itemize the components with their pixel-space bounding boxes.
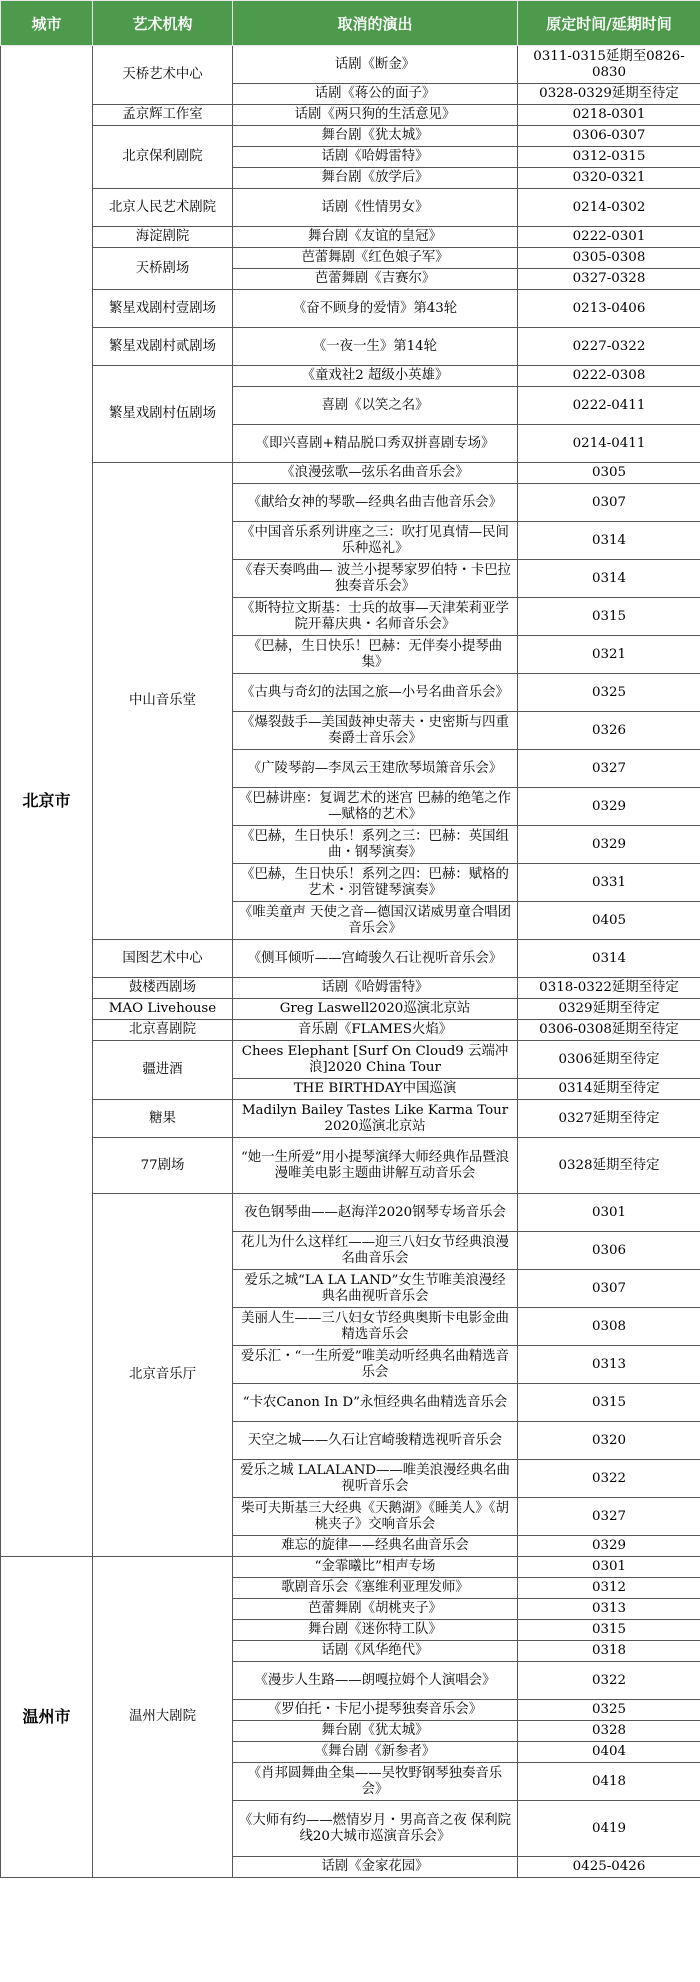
time-cell: 0327-0328	[518, 269, 700, 290]
table-row	[1, 227, 700, 248]
table-row	[1, 290, 700, 328]
header-row	[1, 1, 700, 46]
time-cell: 0327延期至待定	[518, 1100, 700, 1138]
organization-cell: MAO Livehouse	[93, 999, 233, 1020]
time-cell: 0306-0308延期至待定	[518, 1020, 700, 1041]
table-row	[1, 46, 700, 84]
show-cell: 《肖邦圆舞曲全集——吴牧野钢琴独奏音乐会》	[233, 1763, 518, 1801]
city-cell: 北京市	[1, 46, 93, 1557]
show-cell: 《漫步人生路——朗嘎拉姆个人演唱会》	[233, 1662, 518, 1700]
show-cell: 《巴赫，生日快乐！系列之四：巴赫：赋格的艺术・羽管键琴演奏》	[233, 864, 518, 902]
time-cell: 0301	[518, 1194, 700, 1232]
time-cell: 0313	[518, 1599, 700, 1620]
show-cell: 话剧《金家花园》	[233, 1857, 518, 1878]
show-cell: 芭蕾舞剧《胡桃夹子》	[233, 1599, 518, 1620]
show-cell: 舞台剧《放学后》	[233, 168, 518, 189]
organization-cell: 繁星戏剧村伍剧场	[93, 366, 233, 463]
time-cell: 0307	[518, 1270, 700, 1308]
organization-cell: 繁星戏剧村壹剧场	[93, 290, 233, 328]
show-cell: 《奋不顾身的爱情》第43轮	[233, 290, 518, 328]
table-row	[1, 463, 700, 484]
time-cell: 0314	[518, 940, 700, 978]
time-cell: 0214-0302	[518, 189, 700, 227]
show-cell: “卡农Canon In D”永恒经典名曲精选音乐会	[233, 1384, 518, 1422]
show-cell: 《巴赫，生日快乐！巴赫：无伴奏小提琴曲集》	[233, 636, 518, 674]
table-row	[1, 1557, 700, 1578]
time-cell: 0308	[518, 1308, 700, 1346]
show-cell: “她一生所爱”用小提琴演绎大师经典作品暨浪漫唯美电影主题曲讲解互动音乐会	[233, 1138, 518, 1194]
time-cell: 0222-0308	[518, 366, 700, 387]
organization-cell: 国图艺术中心	[93, 940, 233, 978]
header-organization: 艺术机构	[93, 1, 233, 46]
show-cell: 《巴赫，生日快乐！系列之三：巴赫：英国组曲・钢琴演奏》	[233, 826, 518, 864]
show-cell: 话剧《哈姆雷特》	[233, 147, 518, 168]
show-cell: Greg Laswell2020巡演北京站	[233, 999, 518, 1020]
table-row	[1, 328, 700, 366]
time-cell: 0320	[518, 1422, 700, 1460]
time-cell: 0213-0406	[518, 290, 700, 328]
time-cell: 0305-0308	[518, 248, 700, 269]
show-cell: 《中国音乐系列讲座之三：吹打见真情—民间乐种巡礼》	[233, 522, 518, 560]
table-row	[1, 248, 700, 269]
time-cell: 0328-0329延期至待定	[518, 84, 700, 105]
time-cell: 0305	[518, 463, 700, 484]
show-cell: 舞台剧《友谊的皇冠》	[233, 227, 518, 248]
time-cell: 0222-0301	[518, 227, 700, 248]
show-cell: 《罗伯托・卡尼小提琴独奏音乐会》	[233, 1700, 518, 1721]
time-cell: 0214-0411	[518, 425, 700, 463]
organization-cell: 糖果	[93, 1100, 233, 1138]
show-cell: 舞台剧《犹太城》	[233, 1721, 518, 1742]
organization-cell: 77剧场	[93, 1138, 233, 1194]
organization-cell: 北京喜剧院	[93, 1020, 233, 1041]
time-cell: 0318-0322延期至待定	[518, 978, 700, 999]
header-city: 城市	[1, 1, 93, 46]
time-cell: 0329	[518, 826, 700, 864]
show-cell: 天空之城——久石让宫崎骏精选视听音乐会	[233, 1422, 518, 1460]
time-cell: 0331	[518, 864, 700, 902]
table-row	[1, 1194, 700, 1232]
time-cell: 0307	[518, 484, 700, 522]
show-cell: 《一夜一生》第14轮	[233, 328, 518, 366]
table-row	[1, 189, 700, 227]
table-body	[1, 46, 700, 1878]
show-cell: 《童戏社2 超级小英雄》	[233, 366, 518, 387]
table-row	[1, 126, 700, 147]
time-cell: 0329	[518, 1536, 700, 1557]
show-cell: 《古典与奇幻的法国之旅—小号名曲音乐会》	[233, 674, 518, 712]
time-cell: 0301	[518, 1557, 700, 1578]
organization-cell: 疆进酒	[93, 1041, 233, 1100]
time-cell: 0418	[518, 1763, 700, 1801]
time-cell: 0306-0307	[518, 126, 700, 147]
time-cell: 0315	[518, 598, 700, 636]
time-cell: 0312	[518, 1578, 700, 1599]
show-cell: 难忘的旋律——经典名曲音乐会	[233, 1536, 518, 1557]
show-cell: 舞台剧《犹太城》	[233, 126, 518, 147]
show-cell: 话剧《断金》	[233, 46, 518, 84]
show-cell: 《浪漫弦歌—弦乐名曲音乐会》	[233, 463, 518, 484]
time-cell: 0405	[518, 902, 700, 940]
city-cell: 温州市	[1, 1557, 93, 1878]
time-cell: 0328延期至待定	[518, 1138, 700, 1194]
table-row	[1, 366, 700, 387]
time-cell: 0218-0301	[518, 105, 700, 126]
time-cell: 0313	[518, 1346, 700, 1384]
table-row	[1, 999, 700, 1020]
time-cell: 0318	[518, 1641, 700, 1662]
time-cell: 0325	[518, 1700, 700, 1721]
table-row	[1, 105, 700, 126]
show-cell: 音乐剧《FLAMES火焰》	[233, 1020, 518, 1041]
organization-cell: 鼓楼西剧场	[93, 978, 233, 999]
show-cell: 《献给女神的琴歌—经典名曲吉他音乐会》	[233, 484, 518, 522]
show-cell: 《广陵琴韵—李凤云王建欣琴埙箫音乐会》	[233, 750, 518, 788]
organization-cell: 海淀剧院	[93, 227, 233, 248]
show-cell: 《巴赫讲座：复调艺术的迷宫 巴赫的绝笔之作—赋格的艺术》	[233, 788, 518, 826]
show-cell: 芭蕾舞剧《红色娘子军》	[233, 248, 518, 269]
show-cell: 《大师有约——燃情岁月・男高音之夜 保利院线20大城市巡演音乐会》	[233, 1801, 518, 1857]
show-cell: 花儿为什么这样红——迎三八妇女节经典浪漫名曲音乐会	[233, 1232, 518, 1270]
show-cell: 《斯特拉文斯基：士兵的故事—天津茱莉亚学院开幕庆典・名师音乐会》	[233, 598, 518, 636]
show-cell: 话剧《蒋公的面子》	[233, 84, 518, 105]
show-cell: 话剧《风华绝代》	[233, 1641, 518, 1662]
show-cell: 舞台剧《迷你特工队》	[233, 1620, 518, 1641]
organization-cell: 北京保利剧院	[93, 126, 233, 189]
table-row	[1, 940, 700, 978]
show-cell: 话剧《哈姆雷特》	[233, 978, 518, 999]
show-cell: 夜色钢琴曲——赵海洋2020钢琴专场音乐会	[233, 1194, 518, 1232]
header-time: 原定时间/延期时间	[518, 1, 700, 46]
organization-cell: 北京人民艺术剧院	[93, 189, 233, 227]
show-cell: 爱乐之城 LALALAND——唯美浪漫经典名曲视听音乐会	[233, 1460, 518, 1498]
time-cell: 0314延期至待定	[518, 1079, 700, 1100]
show-cell: 芭蕾舞剧《吉赛尔》	[233, 269, 518, 290]
organization-cell: 天桥艺术中心	[93, 46, 233, 105]
time-cell: 0326	[518, 712, 700, 750]
time-cell: 0404	[518, 1742, 700, 1763]
show-cell: 《春天奏鸣曲— 波兰小提琴家罗伯特・卡巴拉独奏音乐会》	[233, 560, 518, 598]
organization-cell: 中山音乐堂	[93, 463, 233, 940]
show-cell: 话剧《两只狗的生活意见》	[233, 105, 518, 126]
header-cancelled-show: 取消的演出	[233, 1, 518, 46]
show-cell: 《唯美童声 天使之音—德国汉诺威男童合唱团音乐会》	[233, 902, 518, 940]
time-cell: 0322	[518, 1460, 700, 1498]
time-cell: 0314	[518, 522, 700, 560]
time-cell: 0322	[518, 1662, 700, 1700]
show-cell: 《爆裂鼓手—美国鼓神史蒂夫・史密斯与四重奏爵士音乐会》	[233, 712, 518, 750]
organization-cell: 温州大剧院	[93, 1557, 233, 1878]
organization-cell: 天桥剧场	[93, 248, 233, 290]
time-cell: 0329	[518, 788, 700, 826]
time-cell: 0321	[518, 636, 700, 674]
table-row	[1, 1100, 700, 1138]
show-cell: 《即兴喜剧+精品脱口秀双拼喜剧专场》	[233, 425, 518, 463]
show-cell: 《侧耳倾听——宫崎骏久石让视听音乐会》	[233, 940, 518, 978]
table-row	[1, 1138, 700, 1194]
time-cell: 0328	[518, 1721, 700, 1742]
show-cell: Chees Elephant [Surf On Cloud9 云端冲浪]2020 China Tour	[233, 1041, 518, 1079]
time-cell: 0222-0411	[518, 387, 700, 425]
table-row	[1, 1041, 700, 1079]
show-cell: 歌剧音乐会《塞维利亚理发师》	[233, 1578, 518, 1599]
time-cell: 0306延期至待定	[518, 1041, 700, 1079]
table-row	[1, 1020, 700, 1041]
show-cell: THE BIRTHDAY中国巡演	[233, 1079, 518, 1100]
time-cell: 0311-0315延期至0826-0830	[518, 46, 700, 84]
organization-cell: 北京音乐厅	[93, 1194, 233, 1557]
time-cell: 0327	[518, 750, 700, 788]
table-row	[1, 978, 700, 999]
time-cell: 0329延期至待定	[518, 999, 700, 1020]
time-cell: 0227-0322	[518, 328, 700, 366]
show-cell: 爱乐汇・“一生所爱”唯美动听经典名曲精选音乐会	[233, 1346, 518, 1384]
time-cell: 0327	[518, 1498, 700, 1536]
show-cell: 柴可夫斯基三大经典《天鹅湖》《睡美人》《胡桃夹子》交响音乐会	[233, 1498, 518, 1536]
time-cell: 0306	[518, 1232, 700, 1270]
time-cell: 0320-0321	[518, 168, 700, 189]
show-cell: “金霏曦比”相声专场	[233, 1557, 518, 1578]
show-cell: 喜剧《以笑之名》	[233, 387, 518, 425]
time-cell: 0312-0315	[518, 147, 700, 168]
organization-cell: 繁星戏剧村贰剧场	[93, 328, 233, 366]
time-cell: 0314	[518, 560, 700, 598]
show-cell: Madilyn Bailey Tastes Like Karma Tour 2020巡演北京站	[233, 1100, 518, 1138]
show-cell: 话剧《性情男女》	[233, 189, 518, 227]
show-cell: 《舞台剧《新参者》	[233, 1742, 518, 1763]
time-cell: 0425-0426	[518, 1857, 700, 1878]
time-cell: 0325	[518, 674, 700, 712]
organization-cell: 孟京辉工作室	[93, 105, 233, 126]
show-cell: 美丽人生——三八妇女节经典奥斯卡电影金曲精选音乐会	[233, 1308, 518, 1346]
show-cell: 爱乐之城“LA LA LAND”女生节唯美浪漫经典名曲视听音乐会	[233, 1270, 518, 1308]
time-cell: 0315	[518, 1384, 700, 1422]
time-cell: 0315	[518, 1620, 700, 1641]
time-cell: 0419	[518, 1801, 700, 1857]
